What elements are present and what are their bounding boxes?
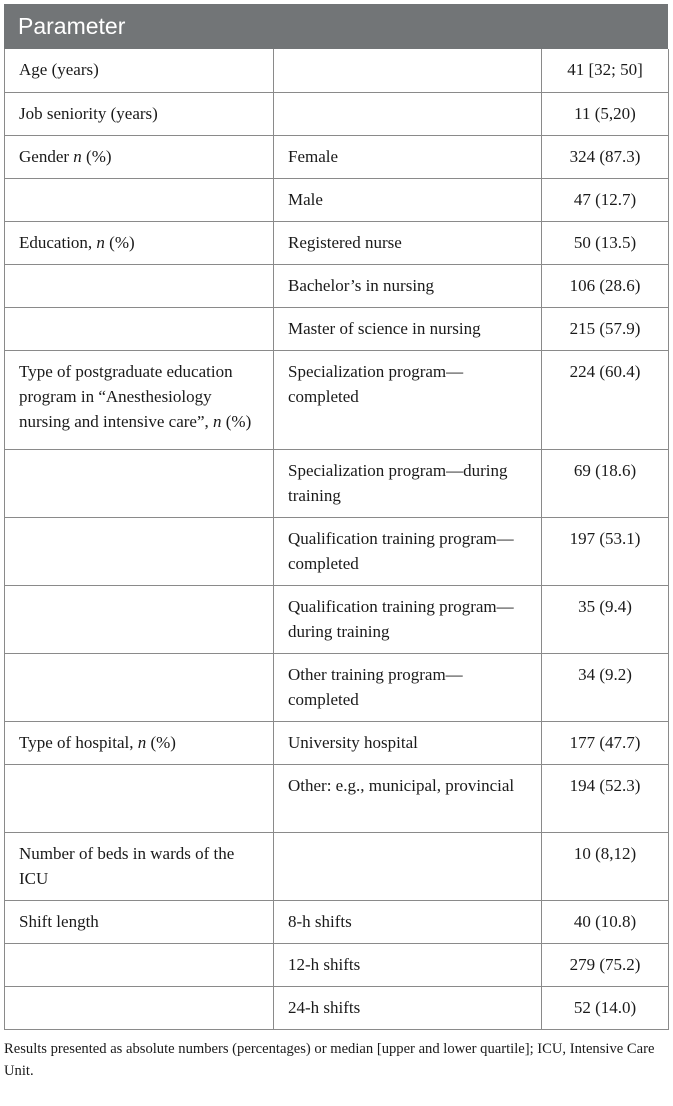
- category-cell: Master of science in nursing: [274, 307, 542, 350]
- table-row: [5, 178, 669, 221]
- value-cell: 197 (53.1): [542, 517, 669, 585]
- value-cell: 177 (47.7): [542, 721, 669, 764]
- param-cell: Type of hospital, n (%): [5, 721, 274, 764]
- category-cell: Specialization program—completed: [274, 350, 542, 449]
- table-row: [5, 721, 669, 764]
- table-row: [5, 307, 669, 350]
- table-row: [5, 764, 669, 832]
- param-cell: [5, 986, 274, 1029]
- table-row: [5, 585, 669, 653]
- table-row: [5, 900, 669, 943]
- category-cell: Bachelor’s in nursing: [274, 264, 542, 307]
- table-row: [5, 350, 669, 449]
- param-cell: Gender n (%): [5, 135, 274, 178]
- value-cell: 52 (14.0): [542, 986, 669, 1029]
- table-row: [5, 264, 669, 307]
- table-row: [5, 221, 669, 264]
- value-cell: 11 (5,20): [542, 92, 669, 135]
- param-cell: [5, 264, 274, 307]
- param-cell: [5, 764, 274, 832]
- value-cell: 194 (52.3): [542, 764, 669, 832]
- category-cell: University hospital: [274, 721, 542, 764]
- value-cell: 10 (8,12): [542, 832, 669, 900]
- table-row: [5, 986, 669, 1029]
- param-cell: [5, 517, 274, 585]
- param-cell: Education, n (%): [5, 221, 274, 264]
- table-row: [5, 135, 669, 178]
- category-cell: Male: [274, 178, 542, 221]
- value-cell: 324 (87.3): [542, 135, 669, 178]
- param-cell: [5, 653, 274, 721]
- category-cell: Qualification training program—during training: [274, 585, 542, 653]
- table-row: [5, 943, 669, 986]
- param-cell: Number of beds in wards of the ICU: [5, 832, 274, 900]
- param-cell: [5, 178, 274, 221]
- param-cell: [5, 585, 274, 653]
- table-container: [4, 4, 668, 1082]
- param-cell: [5, 307, 274, 350]
- category-cell: Registered nurse: [274, 221, 542, 264]
- category-cell: 8-h shifts: [274, 900, 542, 943]
- value-cell: 50 (13.5): [542, 221, 669, 264]
- category-cell: 12-h shifts: [274, 943, 542, 986]
- table-header: Parameter: [4, 4, 668, 49]
- category-cell: [274, 49, 542, 92]
- value-cell: 224 (60.4): [542, 350, 669, 449]
- value-cell: 106 (28.6): [542, 264, 669, 307]
- param-cell: [5, 943, 274, 986]
- param-cell: Shift length: [5, 900, 274, 943]
- value-cell: 34 (9.2): [542, 653, 669, 721]
- value-cell: 47 (12.7): [542, 178, 669, 221]
- value-cell: 41 [32; 50]: [542, 49, 669, 92]
- category-cell: Female: [274, 135, 542, 178]
- table-row: [5, 49, 669, 92]
- category-cell: Other training program—completed: [274, 653, 542, 721]
- value-cell: 35 (9.4): [542, 585, 669, 653]
- param-cell: Age (years): [5, 49, 274, 92]
- table-row: [5, 92, 669, 135]
- table-row: [5, 449, 669, 517]
- category-cell: Qualification training program—completed: [274, 517, 542, 585]
- data-table: [4, 49, 669, 1030]
- value-cell: 215 (57.9): [542, 307, 669, 350]
- value-cell: 40 (10.8): [542, 900, 669, 943]
- category-cell: [274, 92, 542, 135]
- param-cell: [5, 449, 274, 517]
- table-footnote: Results presented as absolute numbers (percentages) or median [upper and lower quartile]; ICU, Intensive Care Unit.: [4, 1040, 655, 1079]
- value-cell: 279 (75.2): [542, 943, 669, 986]
- table-row: [5, 832, 669, 900]
- value-cell: 69 (18.6): [542, 449, 669, 517]
- param-cell: Type of postgraduate education program in “Anesthesiology nursing and intensive care”, n (%): [5, 350, 274, 449]
- table-row: [5, 653, 669, 721]
- param-cell: Job seniority (years): [5, 92, 274, 135]
- category-cell: [274, 832, 542, 900]
- category-cell: 24-h shifts: [274, 986, 542, 1029]
- category-cell: Other: e.g., municipal, provincial: [274, 764, 542, 832]
- table-row: [5, 517, 669, 585]
- category-cell: Specialization program—during training: [274, 449, 542, 517]
